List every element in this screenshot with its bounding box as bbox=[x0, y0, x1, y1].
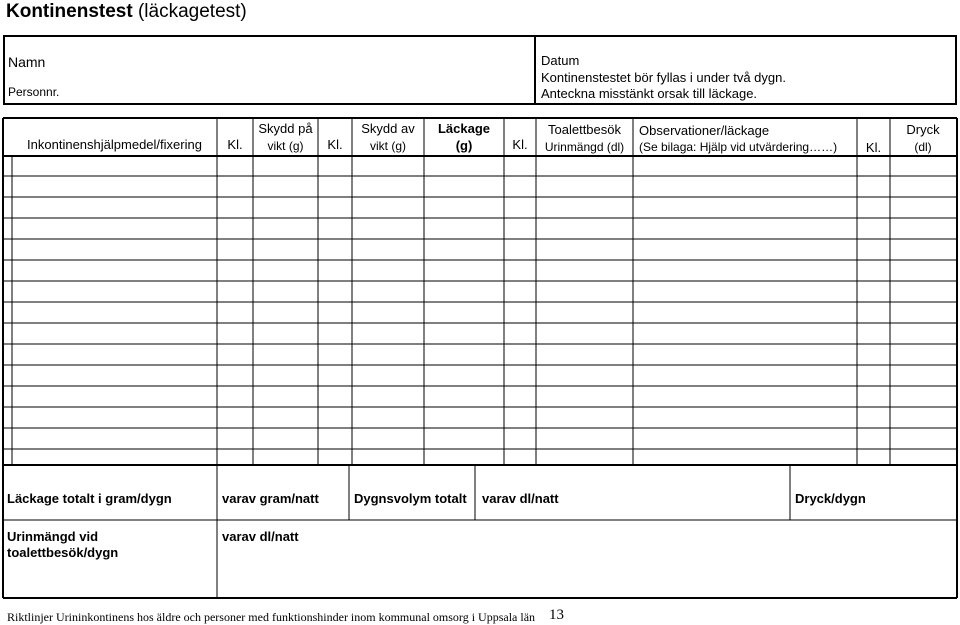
dygnsvolym-label: Dygnsvolym totalt bbox=[354, 491, 467, 506]
col-skydd-pa-1: Skydd på bbox=[258, 121, 313, 136]
col-observationer-2: (Se bilaga: Hjälp vid utvärdering……) bbox=[639, 140, 838, 154]
personnr-label: Personnr. bbox=[8, 85, 60, 99]
col-lackage-1: Läckage bbox=[437, 121, 491, 136]
varav-dl-natt-label-2: varav dl/natt bbox=[222, 529, 299, 544]
col-lackage-2: (g) bbox=[455, 138, 473, 153]
footer-text: Riktlinjer Urininkontinens hos äldre och personer med funktionshinder inom kommunal omsorg i Uppsala län bbox=[7, 610, 536, 624]
col-kl-2: Kl. bbox=[327, 137, 343, 152]
col-observationer-1: Observationer/läckage bbox=[639, 123, 770, 138]
col-kl-1: Kl. bbox=[227, 137, 243, 152]
urinmangd-label-1: Urinmängd vid bbox=[7, 529, 99, 544]
instruction-line-1: Kontinenstestet bör fyllas i under två dygn. bbox=[541, 70, 786, 85]
varav-gram-natt-label: varav gram/natt bbox=[222, 491, 319, 506]
col-toalettbesok-2: Urinmängd (dl) bbox=[544, 140, 625, 154]
col-kl-4: Kl. bbox=[865, 140, 882, 155]
col-skydd-av-1: Skydd av bbox=[361, 121, 415, 136]
col-dryck-2: (dl) bbox=[914, 140, 932, 154]
varav-dl-natt-label-1: varav dl/natt bbox=[482, 491, 559, 506]
col-skydd-pa-2: vikt (g) bbox=[267, 139, 304, 153]
urinmangd-label-2: toalettbesök/dygn bbox=[7, 545, 119, 560]
col-dryck-1: Dryck bbox=[906, 122, 940, 137]
title-rest: (läckagetest) bbox=[137, 1, 247, 22]
col-toalettbesok-1: Toalettbesök bbox=[548, 122, 621, 137]
col-skydd-av-2: vikt (g) bbox=[370, 139, 406, 153]
datum-label: Datum bbox=[541, 53, 580, 68]
col-inkontinenshjalpmedel: Inkontinenshjälpmedel/fixering bbox=[27, 137, 202, 152]
dryck-dygn-label: Dryck/dygn bbox=[795, 491, 866, 506]
col-kl-3: Kl. bbox=[512, 137, 528, 152]
namn-label: Namn bbox=[8, 54, 46, 70]
page-number: 13 bbox=[549, 607, 564, 623]
title-bold: Kontinenstest bbox=[6, 1, 133, 22]
lackage-totalt-label: Läckage totalt i gram/dygn bbox=[7, 491, 172, 506]
instruction-line-2: Anteckna misstänkt orsak till läckage. bbox=[541, 86, 758, 101]
